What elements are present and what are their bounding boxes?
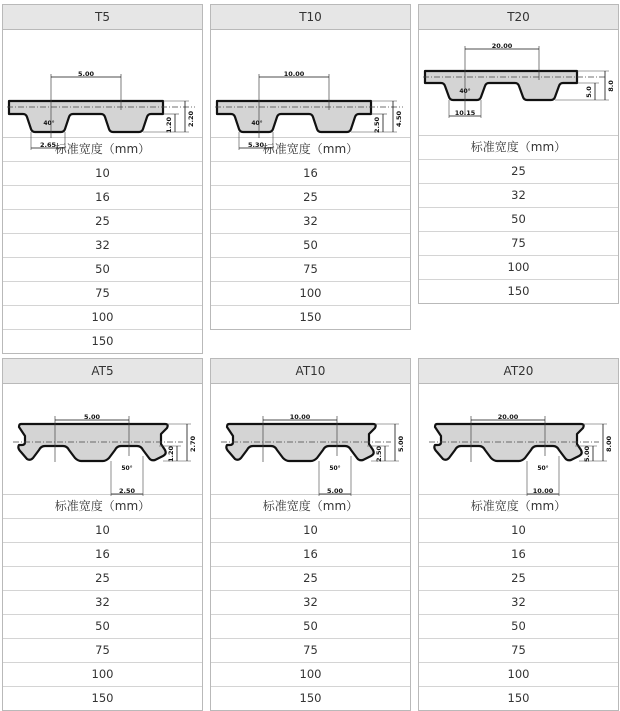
width-value: 16 [211, 543, 410, 567]
width-value: 100 [3, 306, 202, 330]
width-value: 150 [299, 691, 322, 705]
tooth-width-label: 2.50 [118, 487, 136, 495]
tooth-profile-diagram [3, 384, 202, 495]
profile-card-t10 [210, 4, 411, 330]
width-value: 100 [419, 663, 618, 687]
pitch-label: 10.00 [289, 413, 311, 421]
width-value: 75 [419, 232, 618, 256]
angle-label: 50° [537, 465, 549, 472]
tooth-width-label: 5.30 [247, 141, 265, 149]
column-label: 标准宽度（mm） [211, 495, 410, 519]
profile-card-t20 [418, 4, 619, 304]
width-value: 16 [211, 162, 410, 186]
width-value: 150 [91, 334, 114, 348]
column-label: 标准宽度（mm） [419, 136, 618, 160]
width-value: 32 [3, 591, 202, 615]
width-value: 75 [3, 639, 202, 663]
pitch-label: 5.00 [83, 413, 101, 421]
tooth-profile-diagram [211, 384, 410, 495]
tooth-width-label: 2.65 [39, 141, 57, 149]
column-label: 标准宽度（mm） [3, 495, 202, 519]
height-2-label: 5.00 [397, 435, 405, 453]
width-value: 25 [3, 567, 202, 591]
width-value: 75 [211, 258, 410, 282]
profile-title: AT10 [211, 359, 410, 384]
width-value: 50 [211, 615, 410, 639]
angle-label: 40° [43, 120, 55, 127]
column-label: 标准宽度（mm） [211, 138, 410, 162]
angle-label: 40° [251, 120, 263, 127]
width-value: 100 [419, 256, 618, 280]
tooth-width-label: 5.00 [326, 487, 344, 495]
profile-card-t5 [2, 4, 203, 354]
profile-card-at10 [210, 358, 411, 711]
profile-title: T20 [419, 5, 618, 30]
height-2-label: 8.00 [605, 435, 613, 453]
width-value: 25 [211, 186, 410, 210]
width-value: 50 [419, 615, 618, 639]
height-1-label: 5.0 [585, 86, 593, 98]
width-value: 16 [3, 543, 202, 567]
height-2-label: 2.20 [187, 110, 195, 128]
width-value: 150 [507, 284, 530, 298]
tooth-width-label: 10.15 [454, 109, 476, 117]
column-label: 标准宽度（mm） [419, 495, 618, 519]
width-value: 50 [419, 208, 618, 232]
height-1-label: 1.20 [165, 116, 173, 134]
width-value: 32 [419, 184, 618, 208]
width-value: 16 [3, 186, 202, 210]
width-value: 75 [3, 282, 202, 306]
angle-label: 40° [459, 88, 471, 95]
width-value: 10 [3, 519, 202, 543]
width-value: 25 [3, 210, 202, 234]
height-2-label: 4.50 [395, 110, 403, 128]
width-value: 25 [419, 160, 618, 184]
height-1-label: 5.00 [583, 445, 591, 463]
width-value: 75 [211, 639, 410, 663]
pitch-label: 20.00 [497, 413, 519, 421]
height-2-label: 8.0 [607, 80, 615, 92]
width-value: 50 [3, 615, 202, 639]
angle-label: 50° [121, 465, 133, 472]
profile-title: T10 [211, 5, 410, 30]
pitch-label: 5.00 [77, 70, 95, 78]
height-1-label: 2.50 [375, 445, 383, 463]
width-value: 32 [211, 210, 410, 234]
profile-card-at5 [2, 358, 203, 711]
height-2-label: 2.70 [189, 435, 197, 453]
width-value: 50 [3, 258, 202, 282]
width-value: 100 [211, 663, 410, 687]
profile-title: AT5 [3, 359, 202, 384]
width-value: 32 [3, 234, 202, 258]
width-value: 10 [3, 162, 202, 186]
profile-title: AT20 [419, 359, 618, 384]
pitch-label: 10.00 [283, 70, 305, 78]
width-value: 16 [419, 543, 618, 567]
width-value: 100 [211, 282, 410, 306]
column-label: 标准宽度（mm） [3, 138, 202, 162]
tooth-profile-diagram [419, 30, 618, 136]
width-value: 150 [299, 310, 322, 324]
profile-card-at20 [418, 358, 619, 711]
width-value: 25 [419, 567, 618, 591]
width-value: 32 [419, 591, 618, 615]
width-value: 150 [507, 691, 530, 705]
height-1-label: 2.50 [373, 116, 381, 134]
profile-title: T5 [3, 5, 202, 30]
tooth-profile-diagram [419, 384, 618, 495]
width-value: 75 [419, 639, 618, 663]
width-value: 50 [211, 234, 410, 258]
width-value: 150 [91, 691, 114, 705]
tooth-width-label: 10.00 [532, 487, 554, 495]
width-value: 32 [211, 591, 410, 615]
height-1-label: 1.20 [167, 445, 175, 463]
width-value: 10 [419, 519, 618, 543]
width-value: 100 [3, 663, 202, 687]
pitch-label: 20.00 [491, 42, 513, 50]
width-value: 10 [211, 519, 410, 543]
angle-label: 50° [329, 465, 341, 472]
width-value: 25 [211, 567, 410, 591]
